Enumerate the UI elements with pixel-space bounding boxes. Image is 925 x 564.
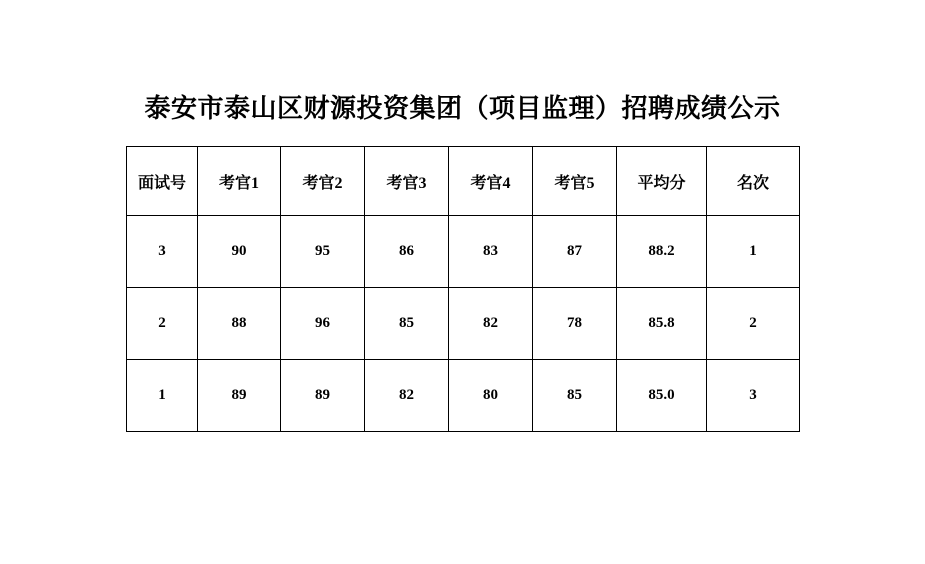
cell-judge-2: 96 [281, 288, 365, 360]
cell-judge-4: 82 [449, 288, 533, 360]
cell-average: 85.0 [617, 360, 707, 432]
cell-judge-5: 85 [533, 360, 617, 432]
cell-judge-2: 95 [281, 216, 365, 288]
cell-judge-2: 89 [281, 360, 365, 432]
column-header-judge-4: 考官4 [449, 147, 533, 216]
cell-interview-no: 1 [127, 360, 198, 432]
scores-table [126, 146, 800, 432]
table-row [127, 360, 800, 432]
table-body [127, 216, 800, 432]
cell-judge-1: 89 [198, 360, 281, 432]
cell-rank: 2 [707, 288, 800, 360]
cell-judge-4: 80 [449, 360, 533, 432]
cell-average: 85.8 [617, 288, 707, 360]
column-header-average: 平均分 [617, 147, 707, 216]
cell-judge-5: 87 [533, 216, 617, 288]
table-header-row [127, 147, 800, 216]
cell-judge-3: 82 [365, 360, 449, 432]
table-row [127, 216, 800, 288]
cell-judge-3: 85 [365, 288, 449, 360]
column-header-judge-5: 考官5 [533, 147, 617, 216]
cell-judge-1: 90 [198, 216, 281, 288]
cell-judge-5: 78 [533, 288, 617, 360]
table-header [127, 147, 800, 216]
column-header-judge-1: 考官1 [198, 147, 281, 216]
column-header-judge-2: 考官2 [281, 147, 365, 216]
cell-interview-no: 3 [127, 216, 198, 288]
column-header-interview-no: 面试号 [127, 147, 198, 216]
cell-judge-3: 86 [365, 216, 449, 288]
scores-table-container [126, 146, 799, 432]
table-row [127, 288, 800, 360]
cell-rank: 3 [707, 360, 800, 432]
cell-average: 88.2 [617, 216, 707, 288]
cell-rank: 1 [707, 216, 800, 288]
cell-judge-4: 83 [449, 216, 533, 288]
column-header-rank: 名次 [707, 147, 800, 216]
page-title: 泰安市泰山区财源投资集团（项目监理）招聘成绩公示 [144, 94, 781, 123]
cell-interview-no: 2 [127, 288, 198, 360]
cell-judge-1: 88 [198, 288, 281, 360]
column-header-judge-3: 考官3 [365, 147, 449, 216]
